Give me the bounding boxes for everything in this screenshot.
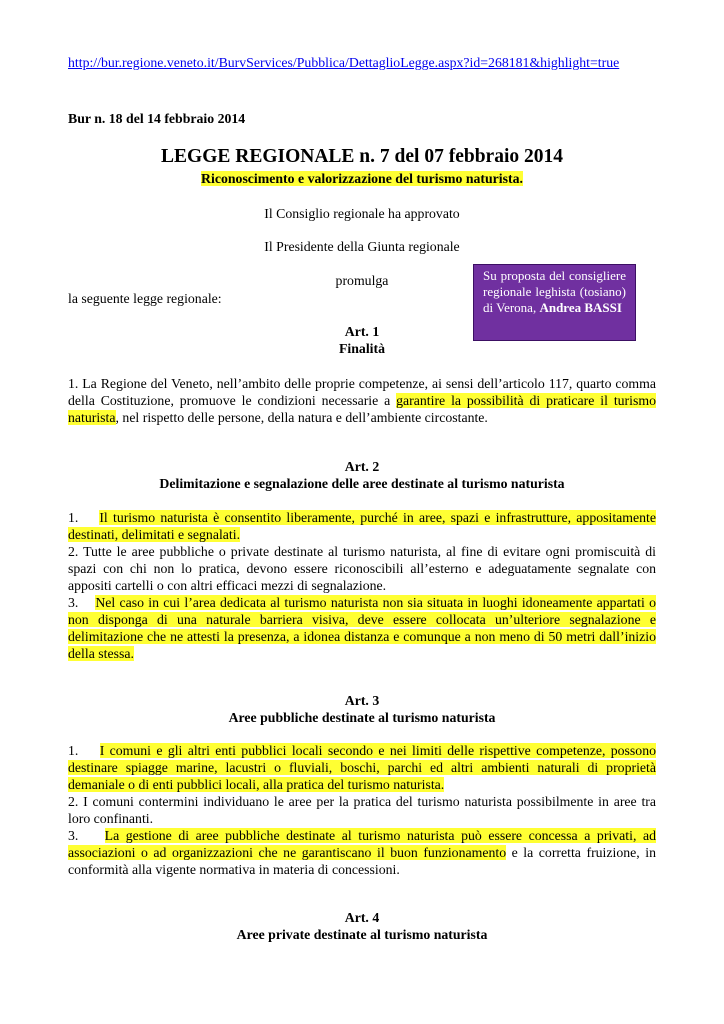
art1-p1-text: 1. La Regione del Veneto, nell’ambito delle proprie competenze, ai sensi dell’articolo 117, quarto comma della Costituzione, promuove le condizioni necessarie a [68, 376, 656, 408]
proposal-note-name: Andrea BASSI [539, 300, 622, 315]
art3-p3-text-end: e la corretta fruizione, in conformità alla vigente normativa in materia di concessioni. [68, 845, 656, 877]
art3-paragraph-1 [68, 742, 656, 793]
art3-p3-number: 3. [68, 828, 105, 843]
art2-p3-number: 3. [68, 595, 96, 610]
art3-paragraph-3 [68, 827, 656, 878]
art1-paragraph-1 [68, 375, 656, 426]
source-url-link[interactable]: http://bur.regione.veneto.it/BurvServices/Pubblica/DettaglioLegge.aspx?id=268181&highlight=true [68, 55, 620, 70]
preamble-approved: Il Consiglio regionale ha approvato [264, 206, 460, 221]
art3-title: Aree pubbliche destinate al turismo naturista [228, 710, 496, 725]
art3-p1-number: 1. [68, 743, 100, 758]
art3-p1-highlight: I comuni e gli altri enti pubblici locali secondo e nei limiti delle rispettive competenze, possono destinare spiagge marine, lacustri o fluviali, boschi, parchi ed altri ambienti naturali di proprietà demaniale o di enti pubblici locali, alla pratica del turismo naturista. [68, 743, 656, 792]
art3-number: Art. 3 [344, 693, 380, 708]
art2-p1-highlight: Il turismo naturista è consentito liberamente, purché in aree, spazi e infrastrutture, appositamente destinati, delimitati e segnalati. [68, 510, 656, 542]
art3-p3-highlight: La gestione di aree pubbliche destinate al turismo naturista può essere concessa a privati, ad associazioni o ad organizzazioni che ne garantiscano il buon funzionamento [68, 828, 656, 860]
art2-paragraph-2: 2. Tutte le aree pubbliche o private destinate al turismo naturista, al fine di evitare ogni promiscuità di spazi con chi non lo pratica, devono essere riconoscibili all’esterno e adeguatamente segnalate con appositi cartelli o con altri efficaci mezzi di segnalazione. [68, 544, 656, 593]
art3-paragraph-2: 2. I comuni contermini individuano le aree per la pratica del turismo naturista possibilmente in aree tra loro confinanti. [68, 794, 656, 826]
art2-p1-number: 1. [68, 510, 100, 525]
preamble-president: Il Presidente della Giunta regionale [264, 239, 460, 254]
art2-number: Art. 2 [344, 459, 380, 474]
art1-p1-highlight: garantire la possibilità di praticare il turismo naturista [68, 393, 656, 425]
law-title: LEGGE REGIONALE n. 7 del 07 febbraio 2014 [161, 146, 563, 167]
proposal-note-text: Su proposta del consigliere regionale leghista (tosiano) di Verona, [483, 268, 626, 315]
art4-title: Aree private destinate al turismo naturista [236, 927, 488, 942]
art1-number: Art. 1 [344, 324, 380, 339]
art2-title: Delimitazione e segnalazione delle aree destinate al turismo naturista [159, 476, 565, 491]
art1-p1-text-end: , nel rispetto delle persone, della natura e dell’ambiente circostante. [115, 410, 488, 425]
art2-paragraph-1 [68, 509, 656, 543]
art2-p3-highlight: Nel caso in cui l’area dedicata al turismo naturista non sia situata in luoghi idoneamente appartati o non disponga di una naturale barriera visiva, deve essere collocata un’ulteriore segnalazione e delimitazione che ne attesti la presenza, a idonea distanza e comunque a non meno di 50 metri dall’inizio della stessa. [68, 595, 656, 661]
preamble-promulgates: promulga [335, 273, 389, 288]
law-subtitle-text: Riconoscimento e valorizzazione del turismo naturista. [201, 171, 523, 186]
preamble-lead: la seguente legge regionale: [68, 291, 222, 306]
bur-reference: Bur n. 18 del 14 febbraio 2014 [68, 111, 246, 126]
law-subtitle [0, 171, 724, 187]
art1-title: Finalità [339, 341, 385, 356]
art4-number: Art. 4 [344, 910, 380, 925]
art2-paragraph-3 [68, 594, 656, 662]
